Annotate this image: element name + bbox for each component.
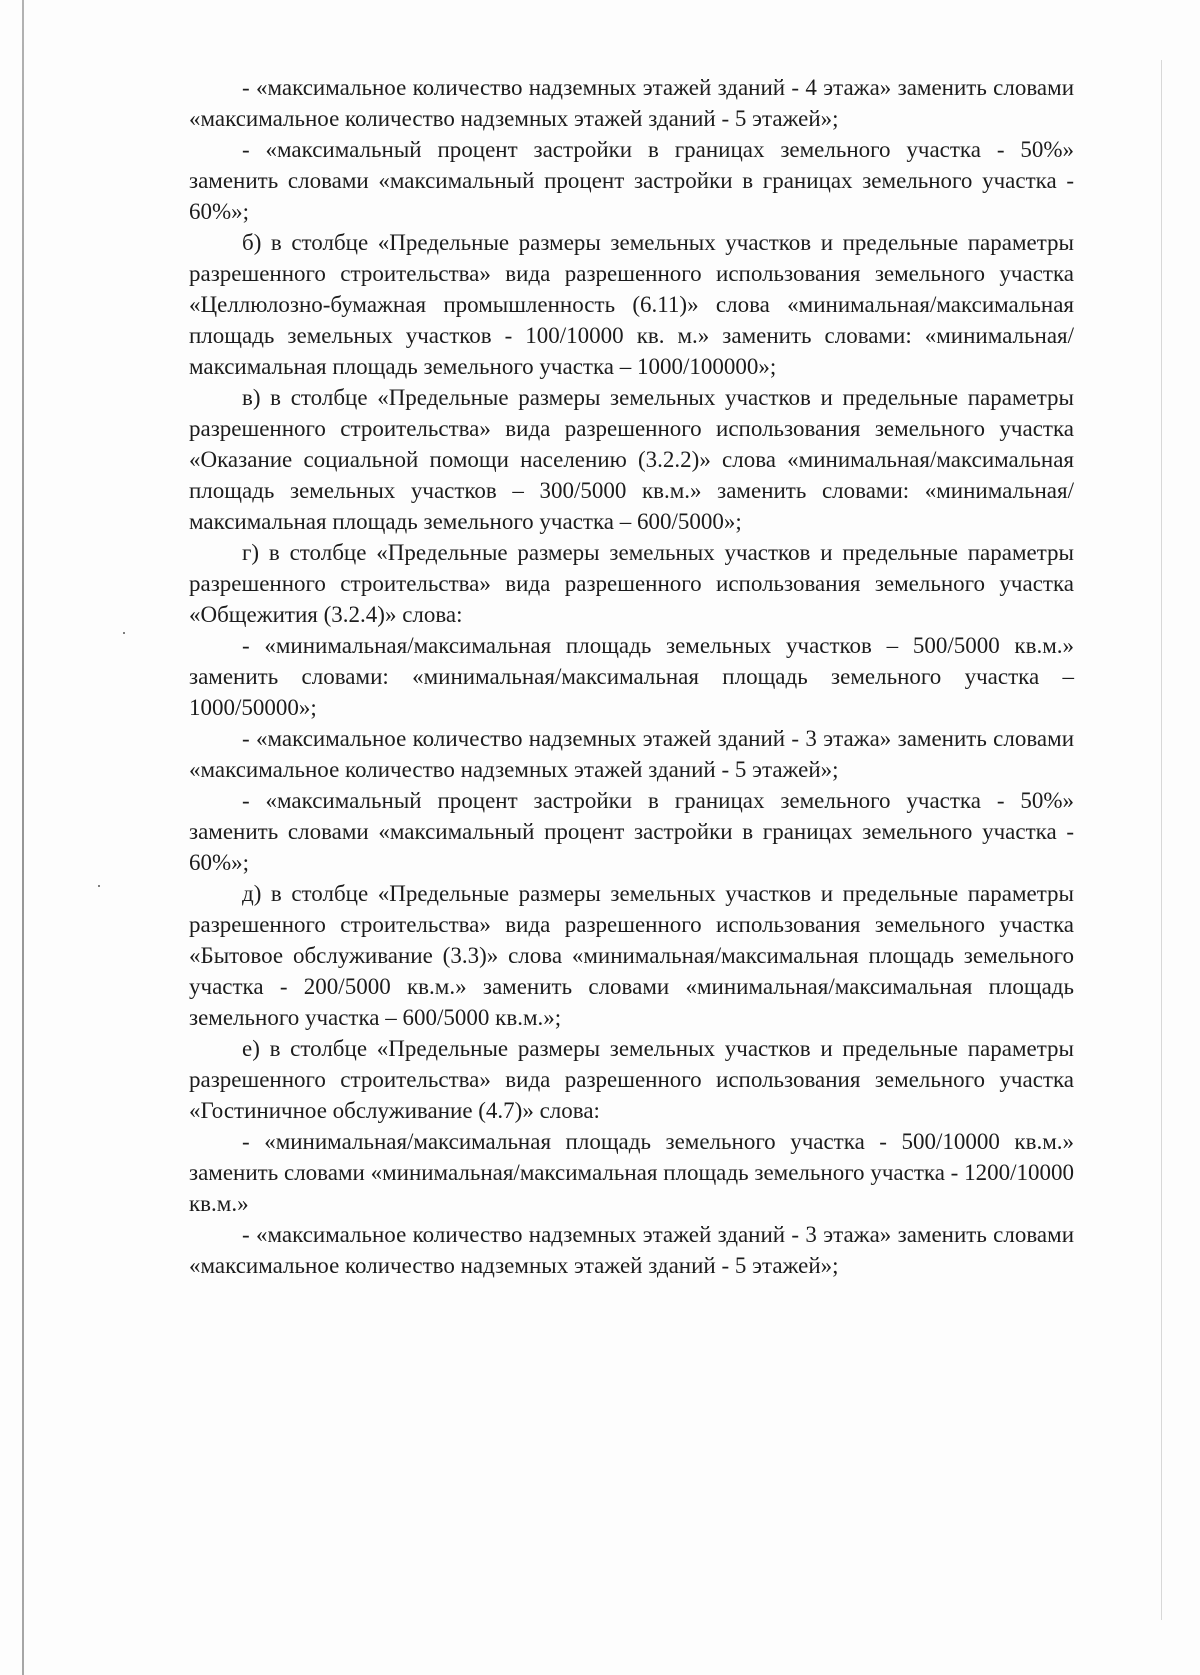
paragraph-item-b: б) в столбце «Предельные размеры земельных участков и предельные параметры разрешенного строительства» вида разрешенного использования земельного участка «Целлюлозно-бумажная промышленность (6.11)» слова «минимальная/максимальная площадь земельных участков - 100/10000 кв. м.» заменить словами: «минимальная/максимальная площадь земельного участка – 1000/100000»; xyxy=(189,230,1074,379)
scan-right-edge xyxy=(1161,60,1162,1620)
paragraph-item-e-area: - «минимальная/максимальная площадь земельного участка - 500/10000 кв.м.» заменить словами «минимальная/максимальная площадь земельного участка - 1200/10000 кв.м.» xyxy=(189,1129,1074,1216)
paragraph-item-g-floors: - «максимальное количество надземных этажей зданий - 3 этажа» заменить словами «максимальное количество надземных этажей зданий - 5 этажей»; xyxy=(189,726,1074,782)
scan-speck xyxy=(98,885,100,887)
paragraph-item-g-coverage: - «максимальный процент застройки в границах земельного участка - 50%» заменить словами «максимальный процент застройки в границах земельного участка - 60%»; xyxy=(189,788,1074,875)
paragraph-item-e-floors: - «максимальное количество надземных этажей зданий - 3 этажа» заменить словами «максимальное количество надземных этажей зданий - 5 этажей»; xyxy=(189,1222,1074,1278)
paragraph-coverage-50-to-60: - «максимальный процент застройки в границах земельного участка - 50%» заменить словами «максимальный процент застройки в границах земельного участка - 60%»; xyxy=(189,137,1074,224)
paragraph-item-v: в) в столбце «Предельные размеры земельных участков и предельные параметры разрешенного строительства» вида разрешенного использования земельного участка «Оказание социальной помощи населению (3.2.2)» слова «минимальная/максимальная площадь земельных участков – 300/5000 кв.м.» заменить словами: «минимальная/максимальная площадь земельного участка – 600/5000»; xyxy=(189,385,1074,534)
scan-speck xyxy=(123,632,125,634)
paragraph-item-e: е) в столбце «Предельные размеры земельных участков и предельные параметры разрешенного строительства» вида разрешенного использования земельного участка «Гостиничное обслуживание (4.7)» слова: xyxy=(189,1036,1074,1123)
paragraph-item-d: д) в столбце «Предельные размеры земельных участков и предельные параметры разрешенного строительства» вида разрешенного использования земельного участка «Бытовое обслуживание (3.3)» слова «минимальная/максимальная площадь земельного участка - 200/5000 кв.м.» заменить словами «минимальная/максимальная площадь земельного участка – 600/5000 кв.м.»; xyxy=(189,881,1074,1030)
paragraph-item-g: г) в столбце «Предельные размеры земельных участков и предельные параметры разрешенного строительства» вида разрешенного использования земельного участка «Общежития (3.2.4)» слова: xyxy=(189,540,1074,627)
document-body xyxy=(189,72,1074,1281)
paragraph-floors-4-to-5: - «максимальное количество надземных этажей зданий - 4 этажа» заменить словами «максимальное количество надземных этажей зданий - 5 этажей»; xyxy=(189,75,1074,131)
paragraph-item-g-area: - «минимальная/максимальная площадь земельных участков – 500/5000 кв.м.» заменить словами: «минимальная/максимальная площадь земельного участка – 1000/50000»; xyxy=(189,633,1074,720)
scan-left-edge xyxy=(22,0,24,1675)
